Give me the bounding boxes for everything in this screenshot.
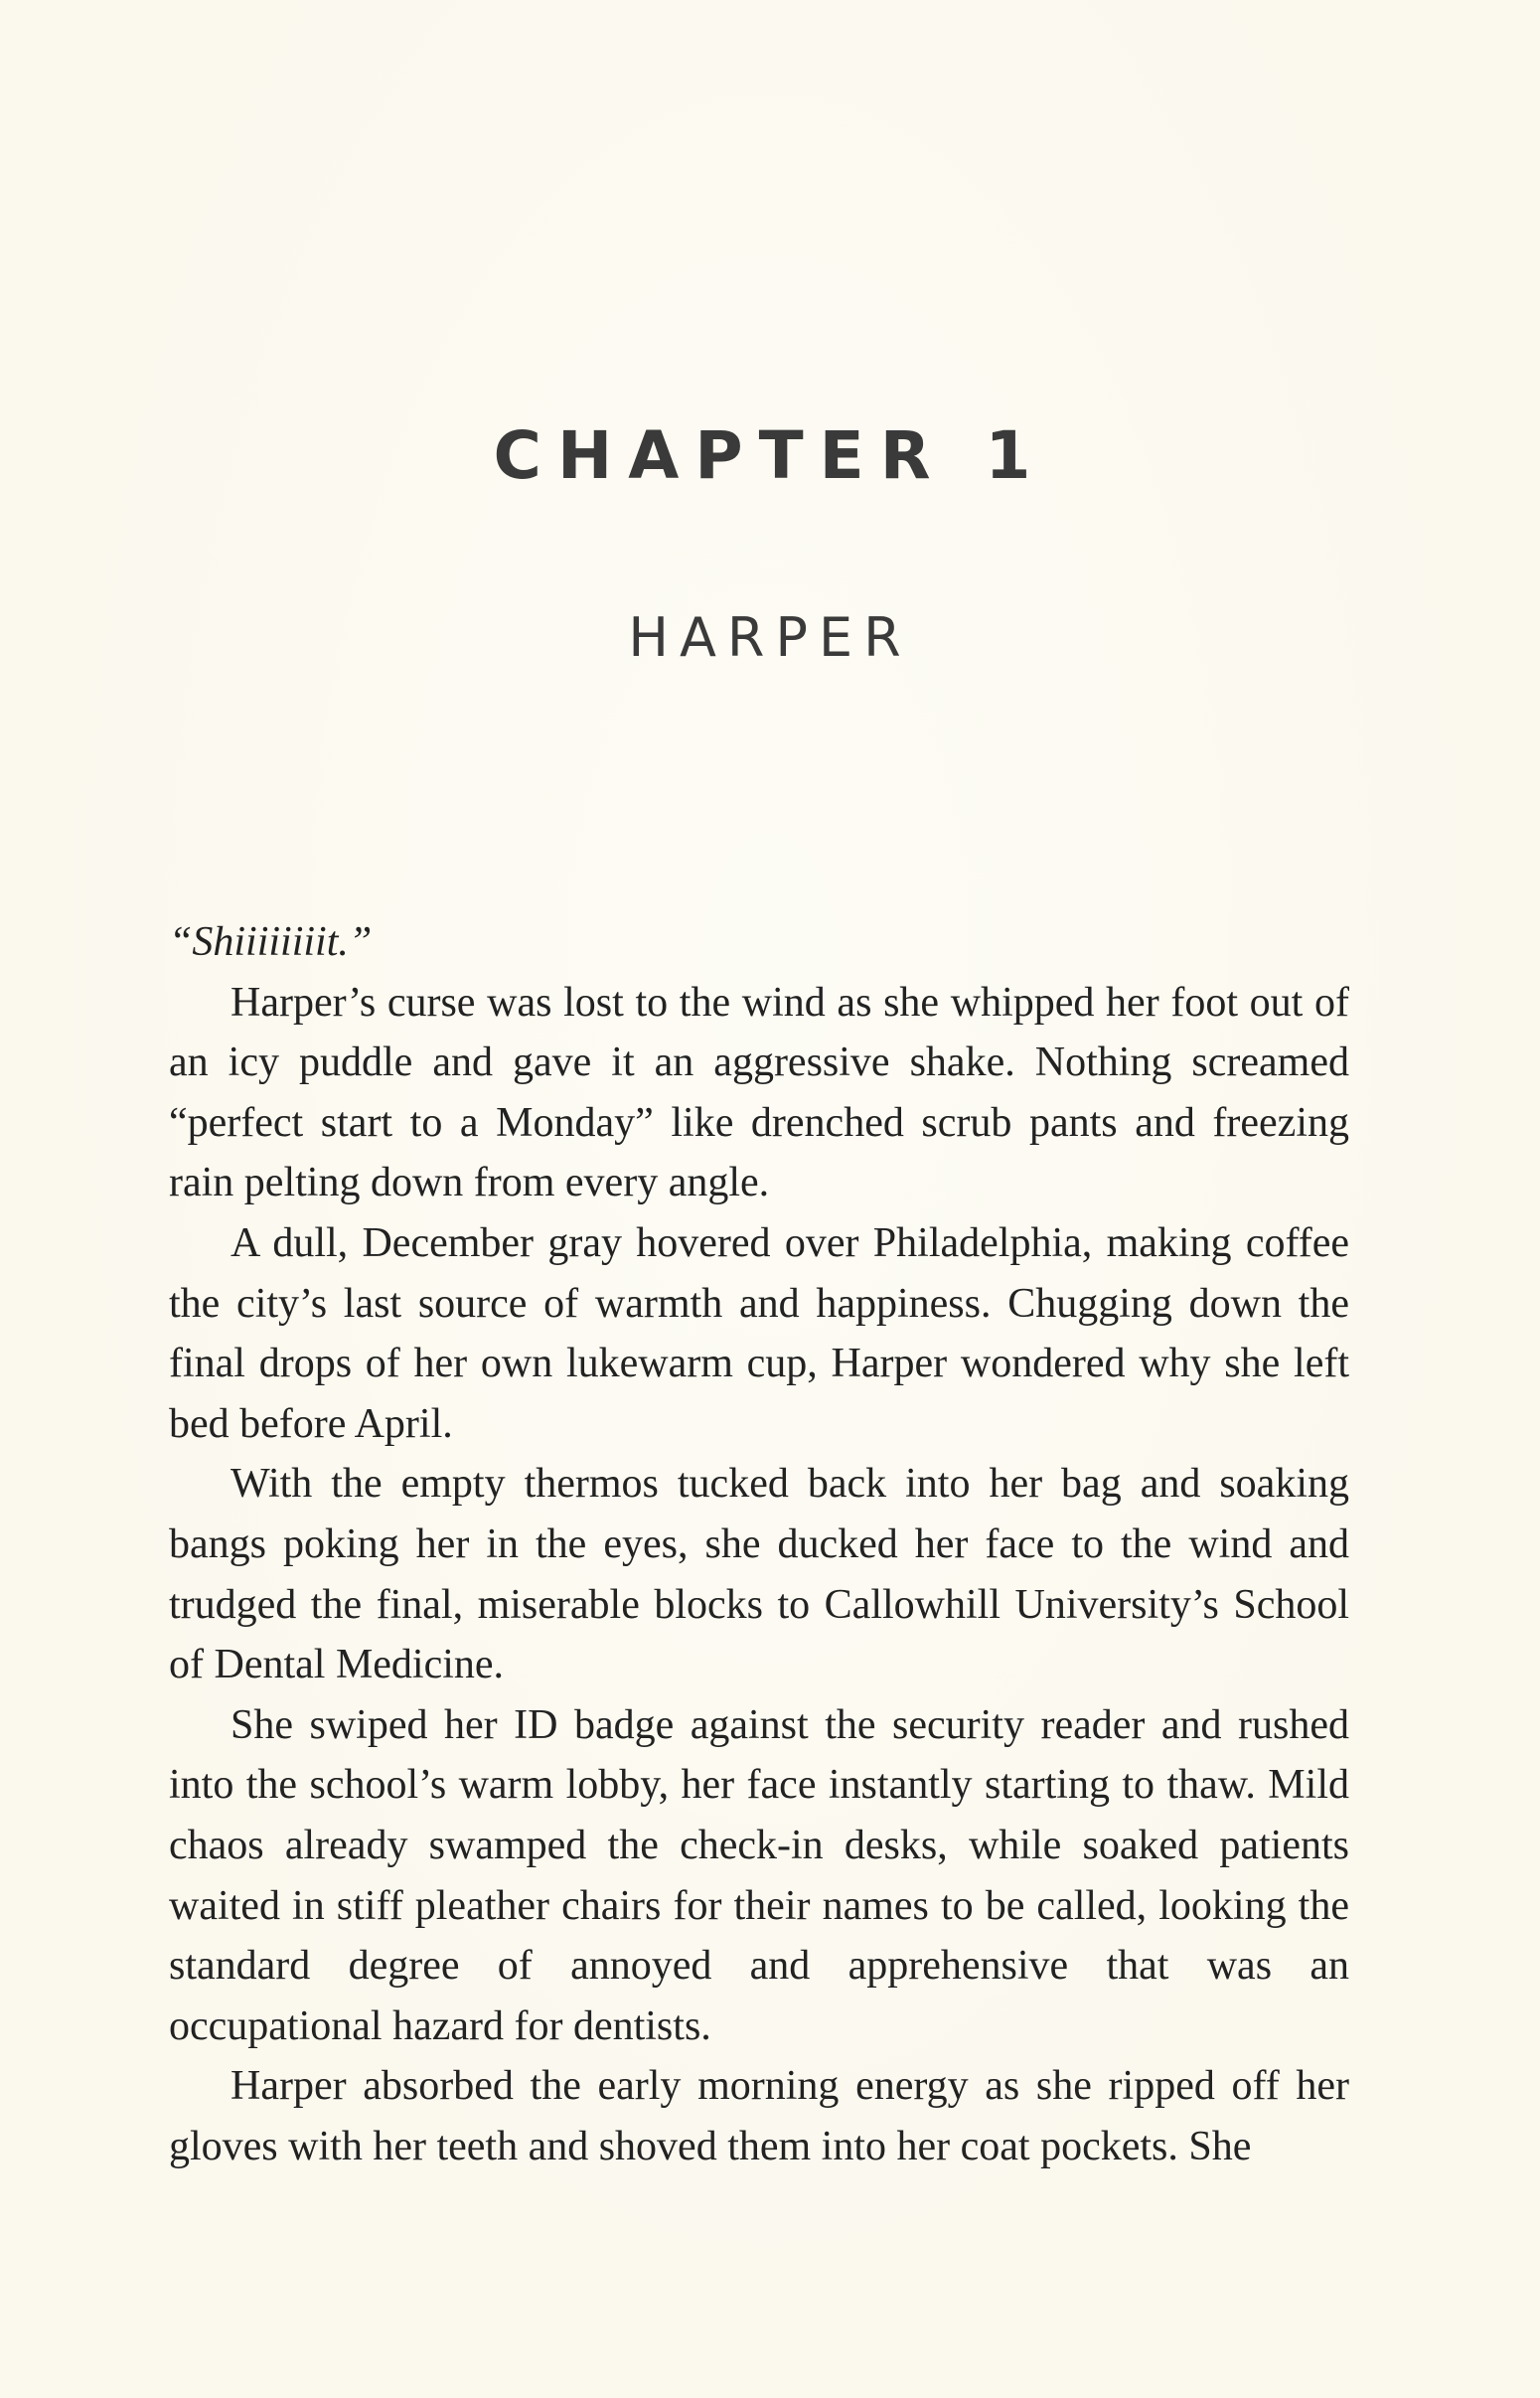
chapter-subtitle: HARPER — [628, 606, 912, 669]
paragraph: A dull, December gray hovered over Philadelphia, making coffee the city’s last source of warmth and happiness. Chugging down the final drops of her own lukewarm cup, Harper wondered why she left bed before April. — [169, 1219, 1349, 1447]
paragraph: Harper absorbed the early morning energy as she ripped off her gloves with her teeth and shoved them into her coat pockets. She — [169, 2063, 1349, 2169]
opening-line: “Shiiiiiiiit.” — [169, 919, 373, 965]
paragraph: With the empty thermos tucked back into her bag and soaking bangs poking her in the eyes, she ducked her face to the wind and trudged the final, miserable blocks to Callowhill University’s School of Dental Medicine. — [169, 1461, 1349, 1688]
paragraph: She swiped her ID badge against the security reader and rushed into the school’s warm lobby, her face instantly starting to thaw. Mild chaos already swamped the check-in desks, while soaked patients waited in stiff pleather chairs for their names to be called, looking the standard degree of annoyed and apprehensive that was an occupational hazard for dentists. — [169, 1701, 1349, 2049]
chapter-title: CHAPTER 1 — [493, 417, 1047, 494]
chapter-body — [169, 912, 1349, 2176]
paragraph: Harper’s curse was lost to the wind as she whipped her foot out of an icy puddle and gave it an aggressive shake. Nothing screamed “perfect start to a Monday” like drenched scrub pants and freezing rain pelting down from every angle. — [169, 979, 1349, 1206]
